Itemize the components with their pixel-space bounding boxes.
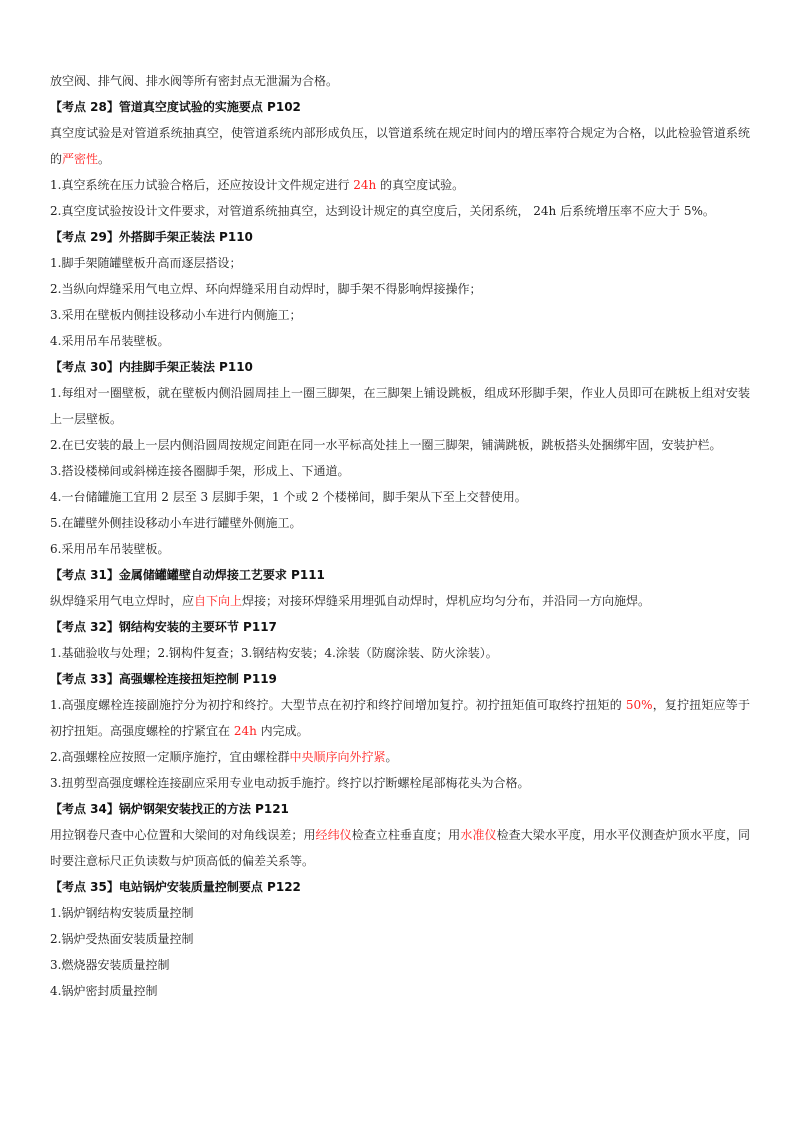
text-segment: 焊接；对接环焊缝采用埋弧自动焊时，焊机应均匀分布，并沿同一方向施焊。	[242, 594, 651, 608]
highlighted-text: 经纬仪	[315, 828, 352, 842]
paragraph	[50, 172, 750, 198]
text-segment: 3.燃烧器安装质量控制	[50, 958, 170, 972]
paragraph	[50, 978, 750, 1004]
paragraph	[50, 900, 750, 926]
text-segment: 1.真空系统在压力试验合格后，还应按设计文件规定进行	[50, 178, 354, 192]
paragraph	[50, 640, 750, 666]
paragraph	[50, 380, 750, 432]
paragraph	[50, 198, 750, 224]
highlighted-text: 自下向上	[194, 594, 243, 608]
section-heading: 【考点 33】高强螺栓连接扭矩控制 P119	[50, 672, 277, 686]
paragraph	[50, 302, 750, 328]
text-segment: 1.高强度螺栓连接副施拧分为初拧和终拧。大型节点在初拧和终拧间增加复拧。初拧扭矩值可取终拧扭矩的	[50, 698, 626, 712]
paragraph	[50, 328, 750, 354]
text-segment: 4.一台储罐施工宜用 2 层至 3 层脚手架，1 个或 2 个楼梯间，脚手架从下至上交替使用。	[50, 490, 527, 504]
paragraph	[50, 536, 750, 562]
paragraph	[50, 510, 750, 536]
text-segment: 。	[98, 152, 111, 166]
text-segment: 纵焊缝采用气电立焊时，应	[50, 594, 195, 608]
text-segment: 3.搭设楼梯间或斜梯连接各圈脚手架，形成上、下通道。	[50, 464, 350, 478]
paragraph	[50, 276, 750, 302]
text-segment: 的真空度试验。	[376, 178, 465, 192]
text-segment: 检查立柱垂直度；用	[351, 828, 461, 842]
highlighted-text: 水准仪	[460, 828, 497, 842]
paragraph	[50, 822, 750, 874]
text-segment: 2.锅炉受热面安装质量控制	[50, 932, 194, 946]
highlighted-text: 24h	[353, 178, 377, 192]
text-segment: 4.锅炉密封质量控制	[50, 984, 158, 998]
paragraph	[50, 250, 750, 276]
text-segment: 3.扭剪型高强度螺栓连接副应采用专业电动扳手施拧。终拧以拧断螺栓尾部梅花头为合格。	[50, 776, 530, 790]
text-segment: 检查大梁水平度，用水平仪测查炉顶水平度，同时要注意标尺正负读数与炉顶高低的偏差关系等。	[50, 828, 750, 868]
text-segment: 2.当纵向焊缝采用气电立焊、环向焊缝采用自动焊时，脚手架不得影响焊接操作；	[50, 282, 482, 296]
section-heading: 【考点 34】锅炉钢架安装找正的方法 P121	[50, 802, 289, 816]
section-heading: 【考点 28】管道真空度试验的实施要点 P102	[50, 100, 301, 114]
text-segment: 1.每组对一圈壁板，就在壁板内侧沿圆周挂上一圈三脚架，在三脚架上铺设跳板，组成环形脚手架，作业人员即可在跳板上组对安装上一层壁板。	[50, 386, 750, 426]
text-segment: 2.高强螺栓应按照一定顺序施拧，宜由螺栓群	[50, 750, 290, 764]
text-segment: 2.真空度试验按设计文件要求，对管道系统抽真空，达到设计规定的真空度后，关闭系统， 24h 后系统增压率不应大于 5%。	[50, 204, 715, 218]
paragraph	[50, 68, 750, 94]
highlighted-text: 严密性	[62, 152, 99, 166]
paragraph	[50, 432, 750, 458]
section-heading: 【考点 29】外搭脚手架正装法 P110	[50, 230, 253, 244]
paragraph	[50, 744, 750, 770]
paragraph	[50, 692, 750, 744]
text-segment: 6.采用吊车吊装壁板。	[50, 542, 170, 556]
highlighted-text: 24h	[233, 724, 257, 738]
paragraph	[50, 484, 750, 510]
document-page	[50, 68, 750, 1004]
text-segment: 真空度试验是对管道系统抽真空，使管道系统内部形成负压，以管道系统在规定时间内的增压率符合规定为合格，以此检验管道系统的	[50, 126, 750, 166]
text-segment: 2.在已安装的最上一层内侧沿圆周按规定间距在同一水平标高处挂上一圈三脚架，铺满跳板，跳板搭头处捆绑牢固，安装护栏。	[50, 438, 722, 452]
text-segment: ，复拧扭矩应等于初拧扭矩。高强度螺栓的拧紧宜在	[50, 698, 750, 738]
paragraph	[50, 926, 750, 952]
highlighted-text: 中央顺序向外拧紧	[289, 750, 386, 764]
paragraph	[50, 952, 750, 978]
text-segment: 放空阀、排气阀、排水阀等所有密封点无泄漏为合格。	[50, 74, 339, 88]
section-heading: 【考点 35】电站锅炉安装质量控制要点 P122	[50, 880, 301, 894]
text-segment: 4.采用吊车吊装壁板。	[50, 334, 170, 348]
text-segment: 1.基础验收与处理；2.钢构件复查；3.钢结构安装；4.涂装（防腐涂装、防火涂装）。	[50, 646, 498, 660]
text-segment: 内完成。	[256, 724, 309, 738]
text-segment: 1.脚手架随罐壁板升高而逐层搭设；	[50, 256, 242, 270]
section-heading: 【考点 30】内挂脚手架正装法 P110	[50, 360, 253, 374]
paragraph	[50, 588, 750, 614]
paragraph	[50, 458, 750, 484]
paragraph	[50, 120, 750, 172]
section-heading: 【考点 32】钢结构安装的主要环节 P117	[50, 620, 277, 634]
text-segment: 1.锅炉钢结构安装质量控制	[50, 906, 194, 920]
highlighted-text: 50%	[625, 698, 653, 712]
text-segment: 用拉钢卷尺查中心位置和大梁间的对角线误差；用	[50, 828, 316, 842]
text-segment: 3.采用在壁板内侧挂设移动小车进行内侧施工；	[50, 308, 302, 322]
paragraph	[50, 770, 750, 796]
text-segment: 。	[385, 750, 398, 764]
text-segment: 5.在罐壁外侧挂设移动小车进行罐壁外侧施工。	[50, 516, 302, 530]
section-heading: 【考点 31】金属储罐罐壁自动焊接工艺要求 P111	[50, 568, 325, 582]
